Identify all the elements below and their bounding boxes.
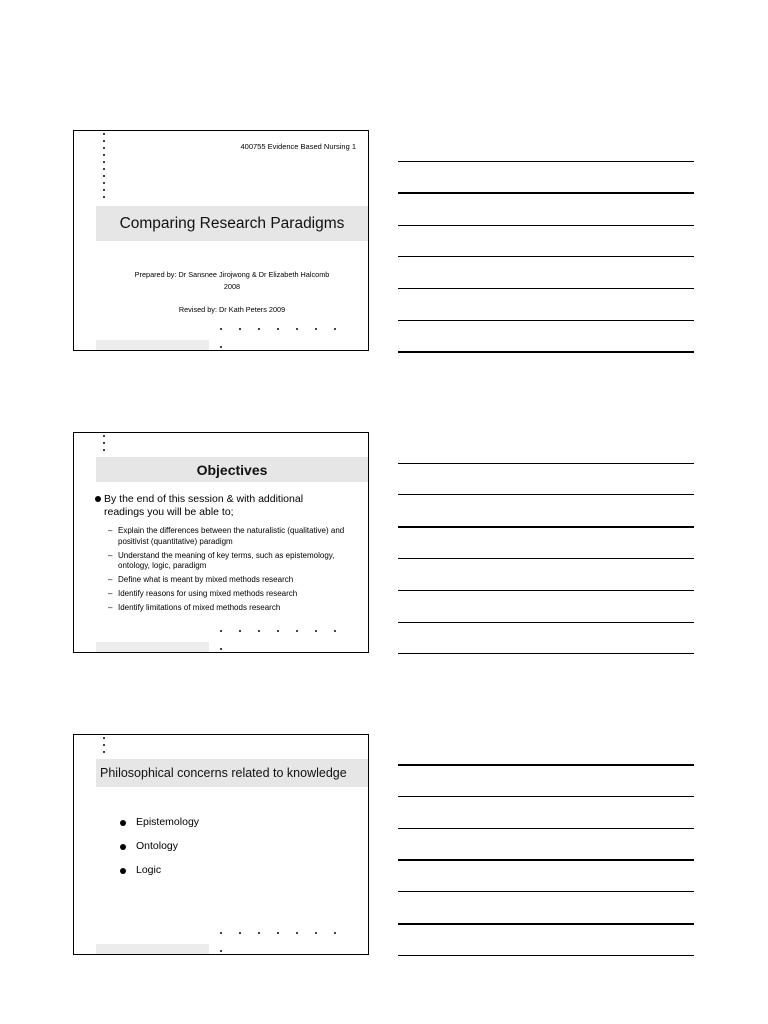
objective-item: – Understand the meaning of key terms, such as epistemology, ontology, logic, paradigm — [108, 551, 363, 572]
objective-item: – Define what is meant by mixed methods research — [108, 575, 363, 586]
concept-item: Epistemology — [118, 816, 199, 840]
objective-item: – Explain the differences between the naturalistic (qualitative) and positivist (quantitative) paradigm — [108, 526, 363, 547]
prepared-by-authors: Prepared by: Dr Sansnee Jirojwong & Dr Elizabeth Halcomb — [134, 270, 330, 279]
concept-item: Ontology — [118, 840, 199, 864]
note-line — [398, 320, 694, 321]
note-line — [398, 494, 694, 495]
note-line — [398, 622, 694, 623]
concept-item: Logic — [118, 864, 199, 888]
revised-by: Revised by: Dr Kath Peters 2009 — [178, 305, 286, 314]
objectives-list — [108, 526, 363, 617]
slide-footer-dots — [220, 614, 368, 650]
note-line — [398, 463, 694, 464]
slide-title: Objectives — [96, 457, 368, 482]
note-line — [398, 526, 694, 528]
note-line — [398, 955, 694, 956]
slide-decoration-dots — [103, 133, 107, 203]
slide-footer-bar — [96, 340, 209, 350]
slide-title: Philosophical concerns related to knowledge — [96, 759, 368, 787]
objective-item: – Identify limitations of mixed methods research — [108, 603, 363, 614]
note-line — [398, 558, 694, 559]
slide-footer-dots — [220, 916, 368, 952]
course-code: 400755 Evidence Based Nursing 1 — [240, 142, 356, 151]
slide-1 — [73, 130, 369, 351]
slide-3 — [73, 734, 369, 955]
slide-2 — [73, 432, 369, 653]
note-line — [398, 796, 694, 797]
note-line — [398, 653, 694, 654]
slide-footer-bar — [96, 944, 209, 954]
slide-footer-bar — [96, 642, 209, 652]
slide-decoration-dots — [103, 737, 107, 758]
slide-footer-dots — [220, 312, 368, 348]
objective-item: – Identify reasons for using mixed methods research — [108, 589, 363, 600]
prepared-by — [74, 269, 368, 293]
note-line — [398, 828, 694, 829]
slide-decoration-dots — [103, 435, 107, 456]
note-line — [398, 891, 694, 892]
note-line — [398, 256, 694, 257]
note-line — [398, 859, 694, 861]
note-line — [398, 590, 694, 591]
note-line — [398, 764, 694, 766]
objectives-lead: By the end of this session & with additional readings you will be able to; — [95, 493, 344, 519]
note-line — [398, 161, 694, 162]
note-line — [398, 192, 694, 194]
note-line — [398, 225, 694, 226]
note-line — [398, 923, 694, 925]
slide-title: Comparing Research Paradigms — [96, 206, 368, 241]
prepared-by-year: 2008 — [223, 282, 241, 291]
note-line — [398, 351, 694, 353]
note-line — [398, 288, 694, 289]
concepts-list — [118, 816, 199, 888]
